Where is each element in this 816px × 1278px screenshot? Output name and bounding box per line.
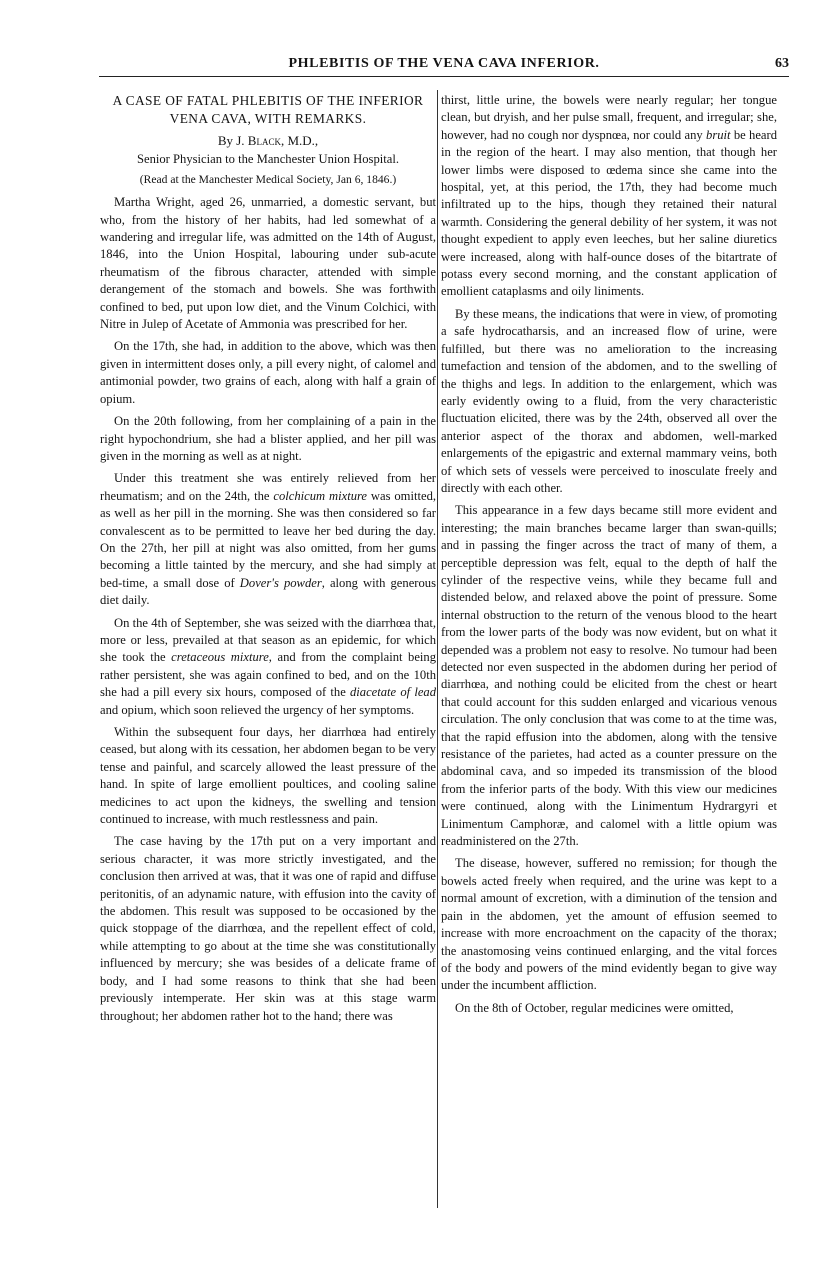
text-run: and opium, which soon relieved the urgency of her symptoms.	[100, 702, 415, 717]
read-note: (Read at the Manchester Medical Society, Jan 6, 1846.)	[139, 172, 397, 186]
paragraph	[441, 502, 777, 850]
paragraph	[100, 194, 436, 333]
left-body-text	[100, 194, 436, 1025]
left-column	[100, 92, 436, 1204]
italic-text: diacetate of lead	[349, 685, 436, 700]
text-run: be heard in the region of the heart. I may also mention, that though her lower limbs were disposed to œdema since she came into the hospital, yet, at this period, the 17th, they had become much infiltrated up to the hips, though they retained their natural warmth. Considering the general debility of her system, it was not thought expedient to apply even leeches, but her saline diuretics were increased, along with half-ounce doses of the bitartrate of potass every second morning, and the constant application of emollient cataplasms and oily liniments.	[441, 127, 777, 299]
paragraph	[100, 615, 436, 719]
column-divider	[437, 90, 438, 1208]
italic-text: Dover's powder	[239, 575, 322, 590]
paragraph	[441, 1000, 777, 1017]
author-name: Black	[247, 133, 281, 148]
text-run: Within the subsequent four days, her diarrhœa had entirely ceased, but along with its cessation, her abdomen began to be very tense and painful, and scarcely allowed the least pressure of the hand. In spite of large emollient poultices, and cooling saline medicines to act upon the kidneys, the swelling and tension continued to increase, with much restlessness and pain.	[100, 725, 436, 827]
italic-text: colchicum mixture	[273, 488, 368, 503]
text-run: This appearance in a few days became still more evident and interesting; the main branches became larger than swan-quills; and in passing the finger across the tract of many of them, a perceptible depression was felt, equal to the depth of half the cylinder of the respective veins, while they became full and distended below, and relaxed above the point of pressure. Some internal obstruction to the return of the venous blood to the heart from the lower parts of the body was now evident, but on what it depended was a problem not easy to resolve. No tumour had been detected nor even suspected in the abdomen during her period of diarrhœa, and nothing could be elicited from the chest or heart that could account for this sudden enlarged and vicarious venous circulation. The only conclusion that was come to at the time was, that the rapid effusion into the abdomen, along with the tensive resistance of the parietes, had acted as a counter pressure on the abdominal cava, and so impeded its transmission of the blood from the inferior parts of the body. With this view our medicines were continued, along with the Linimentum Hydrargyri et Linimentum Camphoræ, and calomel with a little opium was readministered on the 27th.	[441, 503, 777, 849]
paragraph	[100, 470, 436, 609]
text-run: On the 20th following, from her complaining of a pain in the right hypochondrium, she had a blister applied, and her pill was given in the morning as well as at night.	[100, 414, 436, 463]
page-number: 63	[775, 56, 789, 71]
author-affiliation: Senior Physician to the Manchester Union Hospital.	[137, 152, 399, 167]
byline-prefix: By J.	[217, 133, 248, 148]
text-run: thirst, little urine, the bowels were nearly regular; her tongue clean, but dryish, and her pulse small, frequent, and irregular; she, however, had no cough nor dyspnœa, nor could any	[441, 93, 777, 142]
text-run: On the 8th of October, regular medicines were omitted,	[455, 1000, 734, 1015]
paragraph	[441, 306, 777, 497]
running-title: PHLEBITIS OF THE VENA CAVA INFERIOR.	[288, 56, 600, 71]
paragraph	[100, 413, 436, 465]
text-run: Martha Wright, aged 26, unmarried, a domestic servant, but who, from the history of her habits, had led somewhat of a wandering and irregular life, was admitted on the 14th of August, 1846, into the Union Hospital, labouring under sub-acute rheumatism of the fibrous character, attended with simple derangement of the stomach and bowels. She was forthwith confined to bed, put upon low diet, and the Vinum Colchici, with Nitre in Julep of Acetate of Ammonia was prescribed for her.	[100, 195, 436, 332]
text-run: On the 4th of September, she was seized with the diarrhœa that, more or less, prevailed at that season as an epidemic, for which she took the	[100, 615, 436, 665]
running-header	[99, 54, 789, 76]
italic-text: cretaceous mixture	[171, 650, 269, 665]
right-column	[441, 92, 777, 1204]
text-run: , along with generous diet daily.	[100, 575, 436, 608]
paragraph	[441, 92, 777, 301]
right-body-text	[441, 92, 777, 1017]
text-run: Under this treatment she was entirely relieved from her rheumatism; and on the 24th, the	[100, 471, 436, 503]
article-title: A CASE OF FATAL PHLEBITIS OF THE INFERIOR VENA CAVA, WITH REMARKS.	[112, 93, 424, 126]
paragraph	[100, 338, 436, 408]
text-run: By these means, the indications that were in view, of promoting a safe hydrocatharsis, and an increased flow of urine, were fulfilled, but there was no amelioration to the increasing tumefaction and tension of the abdomen, and to the swelling of the thighs and legs. In addition to the enlargement, which was early evidently owing to a fluid, from the very characteristic fluctuation elicited, there was by the 24th, observed all over the anterior aspect of the thorax and abdomen, well-marked enlargements of the epigastric and external mammary veins, both of which sets of vessels were perceived to inosculate freely and directly with each other.	[441, 306, 777, 495]
header-rule	[99, 76, 789, 77]
byline	[100, 132, 436, 149]
paragraph	[100, 833, 436, 1024]
byline-suffix: , M.D.,	[280, 133, 319, 148]
text-run: On the 17th, she had, in addition to the above, which was then given in intermittent doses only, a pill every night, of calomel and antimonial powder, two grains of each, along with half a grain of opium.	[100, 339, 436, 406]
paragraph	[441, 855, 777, 994]
text-run: The case having by the 17th put on a very important and serious character, it was more strictly investigated, and the conclusion then arrived at was, that it was one of rapid and diffuse peritonitis, of an adynamic nature, with effusion into the cavity of the abdomen. This result was supposed to be occasioned by the quick stoppage of the diarrhœa, and the repellent effect of cold, while attempting to go about at the time she was constitutionally influenced by mercury; she was besides of a delicate frame of body, and I had some reasons to think that she had been previously intemperate. Her skin was at this stage warm throughout; her abdomen rather hot to the hand; there was	[100, 834, 436, 1023]
italic-text: bruit	[706, 127, 731, 142]
text-run: was omitted, as well as her pill in the morning. She was then considered so far convalescent as to be permitted to leave her bed during the day. On the 27th, her pill at night was also omitted, from her gums becoming a little tainted by the mercury, and she had simply at bed-time, a small dose of	[100, 488, 436, 590]
text-run: , and from the complaint being rather persistent, she was again confined to bed, and on the 10th she had a pill every six hours, composed of the	[100, 650, 436, 700]
text-run: The disease, however, suffered no remission; for though the bowels acted freely when required, and the urine was kept to a normal amount of excretion, with a diminution of the tension and pain in the abdomen, yet the amount of effusion seemed to increase with more encroachment on the capacity of the thorax; the anastomosing veins continued enlarging, and the vital forces of the body and powers of the mind evidently began to give way under the incumbent affliction.	[441, 856, 777, 993]
paragraph	[100, 724, 436, 828]
